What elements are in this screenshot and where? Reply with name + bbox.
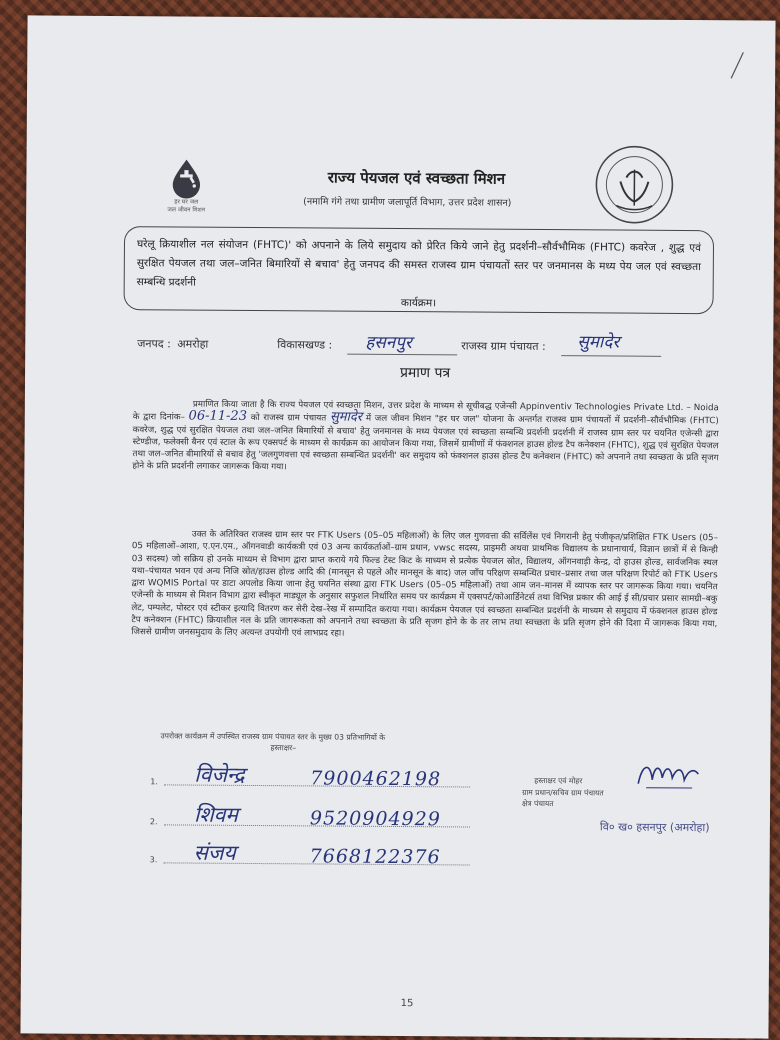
logo-caption-line1: हर घर जल — [174, 198, 199, 206]
certificate-page — [20, 15, 775, 1038]
participant-number: 3. — [149, 855, 158, 865]
panchayat-label: राजस्व ग्राम पंचायत : — [461, 339, 546, 354]
participant-phone-handwritten: 7668122376 — [309, 845, 441, 869]
panchayat-underline — [561, 355, 661, 357]
certificate-paragraph-2: उक्त के अतिरिक्त राजस्व ग्राम स्तर पर FTK Users (05–05 महिलाओं) के लिए जल गुणवत्ता की सर्विलेंस एवं निगरानी हेतु पंजीकृत/प्रशिक्षित FTK Users (05–05 महिलाओं–आशा, ए.एन.एम., ऑगनवाडी कार्यकत्री एवं 03 अन्य कार्यकर्ताओं–ग्राम प्रधान, vwsc सदस्य, प्राइमरी अथवा प्राथमिक विद्यालय के प्रधानाचार्य, विज्ञान छात्रों में से किन्ही 03 सदस्य) जो सक्रिय हो उनके माध्यम से विभाग द्वारा प्राप्त कराये गये फिल्ड टेस्ट किट के माध्यम से प्रत्येक पेयजल स्रोत, विद्यालय, ऑगनवाड़ी केन्द्र, दो हाउस होल्ड, सार्वजनिक स्थल यथा–पंचायत भवन एवं अन्य निजि स्रोत/हाउस होल्ड आदि की (मानसून से पहले और मानसून के बाद) जल जाँच परिक्षण सम्बन्धित प्रचार–प्रसार तथा जल परिक्षण रिपोर्ट को FTK Users द्वारा WQMIS Portal पर डाटा अपलोड किया जाना हेतु चयनित संस्था द्वारा FTK Users (05–05 महिलाओं) तथा आम जन–मानस में व्यापक स्तर पर जागरूक किया गया। चयनित एजेन्सी के माध्यम से मिशन विभाग द्वारा स्वीकृत माड्यूल के अनुसार सफुशल निर्धारित समय पर कार्यक्रम में एक्सपर्ट/कोआर्डिनेटर्स तथा विभिन्न प्रकार की आई ई सी/प्रचार प्रसार सामग्री–बकु लेट, पम्पलेट, पोस्टर एवं स्टीकर इत्यादि वितरण कर सेरी देख–रेख में सम्पादित कराया गया। कार्यक्रम पेयजल एवं स्वच्छता सम्बन्धित प्रदर्शनी के माध्यम से समुदाय में फंक्शनल हाउस होल्ड टैप कनेक्शन (FHTC) क्रियाशील नल के प्रति जागरूकता को अपनाने तथा स्वच्छता के प्रति सृजग होने के के तर लाभ तथा स्वच्छता के प्रति सृजग होने की दिशा में जागरूक किया गया, जिससे ग्रामीण जनसमुदाय के लिए अत्यन्त उपयोगी एवं लाभप्रद रहा। — [131, 529, 718, 640]
signatory-line1: हस्ताक्षर एवं मोहर — [534, 775, 583, 786]
para1-part1: प्रमाणित किया जाता है कि राज्य पेयजल एवं स्वच्छता मिशन, उत्तर प्रदेश के माध्यम से सूचीबद्ध एजेन्सी Appinventiv Technologies Private Ltd. – Noida के द्वारा दिनांक– — [132, 399, 719, 423]
block-office-stamp: वि० ख० हसनपुर (अमरोहा) — [599, 820, 710, 835]
mission-title: राज्य पेयजल एवं स्वच्छता मिशन — [327, 168, 506, 188]
participant-phone-handwritten: 9520904929 — [309, 807, 441, 831]
program-description-text: घरेलू क्रियाशील नल संयोजन (FHTC)' को अपनाने के लिये समुदाय को प्रेरित किये जाने हेतु प्रदर्शनी–सौर्वभौमिक (FHTC) कवरेज , शुद्ध एवं सुरक्षित पेयजल तथा जल–जनित बिमारियों से बचाव' हेतु जनपद की समस्त राजस्व ग्राम पंचायतों स्तर पर जनमानस के मध्य पेय जल एवं स्वच्छता सम्बन्धि प्रदर्शनी — [136, 238, 701, 289]
program-description-box — [124, 226, 715, 314]
participant-row — [150, 838, 510, 871]
program-description-last-line: कार्यक्रम। — [400, 297, 437, 310]
water-tap-drop-icon — [165, 156, 207, 198]
panchayat-value-handwritten: सुमादेर — [577, 332, 620, 353]
har-ghar-jal-logo — [156, 156, 216, 216]
participant-phone-handwritten: 7900462198 — [310, 767, 442, 791]
participant-row — [150, 800, 510, 833]
participant-name-handwritten: संजय — [193, 840, 236, 865]
district-value: अमरोहा — [177, 337, 209, 351]
page-number: 15 — [400, 998, 414, 1010]
location-row — [137, 332, 697, 354]
participants-note-line2: हस्ताक्षर– — [270, 743, 297, 753]
signatory-line3: क्षेत्र पंचायत — [522, 798, 554, 809]
block-value-handwritten: हसनपुर — [365, 332, 412, 354]
participant-name-handwritten: शिवम — [193, 802, 239, 827]
participant-number: 2. — [149, 817, 158, 827]
certificate-title: प्रमाण पत्र — [399, 365, 451, 382]
para1-part3: में जल जीवन मिशन "हर घर जल" योजना के अन्तर्गत राजस्व ग्राम पंचायतों में प्रदर्शनी–सौर्वभौमिक (FHTC) कवरेज, शुद्ध एवं सुरक्षित पेयजल तथा जल–जनित बिमारियों से बचाव' हेतु जनमानस के मध्य पेयजल एवं स्वच्छता सम्बन्धि प्रदर्शनी प्रदर्शनी में राजस्व ग्राम स्तर पर चयनित एजेन्सी द्वारा स्टेण्डीज, फलेक्सी बैनर एवं स्टाल के रूप एक्सपर्ट के माध्यम से कार्यक्रम का आयोजन किया गया, जिसमें ग्रामीणों में फंक्शनल हाउस होल्ड टैप कनेक्शन (FHTC), शुद्ध एवं सुरक्षित पेयजल तथा जल–जनित बीमारियों से बचाव हेतु 'जलगुणवत्ता एवं स्वच्छता सम्बन्धित प्रदर्शनी' कर समुदाय को फंक्शनल हाउस होल्ड टैप कनेक्शन (FHTC) को अपनाने तथा स्वच्छता के प्रति सृजग होने के प्रति प्रदर्शनी लगाकर जागरूक किया गया। — [132, 414, 719, 473]
participants-note-line1: उपरोक्त कार्यक्रम में उपस्थित राजस्व ग्राम पंचायत स्तर के मुख्य 03 प्रतिभागियों के — [160, 731, 386, 742]
block-label: विकासखण्ड : — [277, 338, 333, 352]
signatory-label — [522, 775, 604, 810]
panchayat-name-handwritten: सुमादेर — [329, 409, 363, 426]
up-government-emblem — [586, 139, 683, 230]
block-underline — [347, 354, 457, 356]
para1-part2: को राजस्व ग्राम पंचायत — [250, 413, 327, 424]
participant-row — [150, 760, 510, 793]
participant-number: 1. — [150, 777, 158, 787]
participant-name-handwritten: विजेन्द्र — [194, 762, 245, 787]
district-label: जनपद : — [137, 337, 171, 351]
signatory-line2: ग्राम प्रधान/सचिव ग्राम पंचायत — [522, 787, 604, 797]
official-signature — [632, 758, 702, 792]
logo-caption-line2: जल जीवन मिशन — [167, 206, 206, 214]
event-date-handwritten: 06-11-23 — [188, 408, 248, 425]
mission-subtitle: (नमामि गंगे तथा ग्रामीण जलापूर्ति विभाग, उत्तर प्रदेश शासन) — [303, 196, 512, 209]
participants-note — [160, 730, 490, 754]
logo-caption — [156, 198, 216, 214]
pen-mark — [727, 50, 747, 80]
certificate-paragraph-1 — [132, 398, 719, 477]
